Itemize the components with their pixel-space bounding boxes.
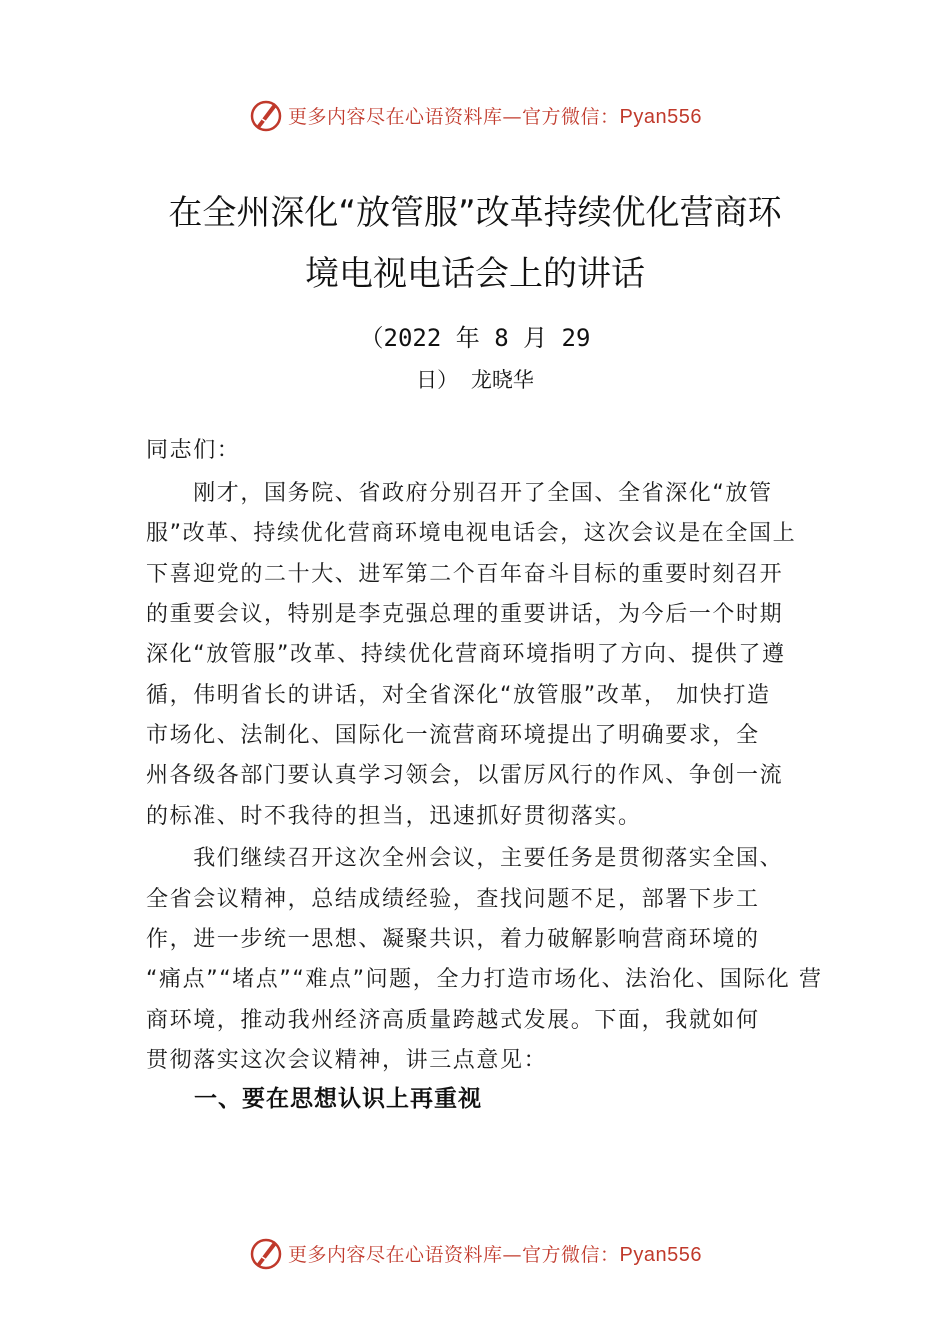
banner-account: Pyan556 xyxy=(619,1243,702,1266)
paragraph-2-line: 作，进一步统一思想、凝聚共识，着力破解影响营商环境的 xyxy=(146,927,760,952)
paragraph-1-line: 市场化、法制化、国际化一流营商环境提出了明确要求，全 xyxy=(146,723,760,748)
paragraph-1-line: 循，伟明省长的讲话，对全省深化“放管服”改革， 加快打造 xyxy=(146,683,771,708)
salutation: 同志们： xyxy=(146,438,241,463)
paragraph-1-line: 刚才，国务院、省政府分别召开了全国、全省深化“放管 xyxy=(146,481,773,506)
date-author-line: 日） 龙晓华 xyxy=(416,368,534,392)
paragraph-2-line: “痛点”“堵点”“难点”问题，全力打造市场化、法治化、国际化 营 xyxy=(146,967,823,992)
document-title-line-1: 在全州深化“放管服”改革持续优化营商环 xyxy=(168,193,782,233)
date-line-1: （2022 年 8 月 29 xyxy=(359,324,591,352)
paragraph-1-line: 州各级各部门要认真学习领会，以雷厉风行的作风、争创一流 xyxy=(146,763,784,788)
header-banner xyxy=(0,95,950,135)
footer-banner xyxy=(0,1233,950,1273)
banner-account: Pyan556 xyxy=(619,105,702,128)
paragraph-1-line: 深化“放管服”改革、持续优化营商环境指明了方向、提供了遵 xyxy=(146,642,786,667)
paragraph-2-line: 全省会议精神，总结成绩经验，查找问题不足，部署下步工 xyxy=(146,887,760,912)
paragraph-1-line: 的标准、时不我待的担当，迅速抓好贯彻落实。 xyxy=(146,804,642,829)
paragraph-2-line: 我们继续召开这次全州会议，主要任务是贯彻落实全国、 xyxy=(146,846,784,871)
banner-text: 更多内容尽在心语资料库—官方微信：Pyan556 xyxy=(288,105,702,128)
paragraph-2-line: 贯彻落实这次会议精神，讲三点意见： xyxy=(146,1048,548,1073)
document-title-line-2: 境电视电话会上的讲话 xyxy=(305,254,645,294)
paragraph-1-line: 的重要会议，特别是李克强总理的重要讲话，为今后一个时期 xyxy=(146,602,784,627)
paragraph-1-line: 服”改革、持续优化营商环境电视电话会，这次会议是在全国上 xyxy=(146,521,797,546)
quill-logo-icon xyxy=(248,97,284,133)
paragraph-2-line: 商环境，推动我州经济高质量跨越式发展。下面，我就如何 xyxy=(146,1008,760,1033)
banner-text: 更多内容尽在心语资料库—官方微信：Pyan556 xyxy=(288,1243,702,1266)
section-heading-1: 一、要在思想认识上再重视 xyxy=(194,1086,482,1112)
quill-logo-icon xyxy=(248,1235,284,1271)
paragraph-1-line: 下喜迎党的二十大、进军第二个百年奋斗目标的重要时刻召开 xyxy=(146,562,784,587)
